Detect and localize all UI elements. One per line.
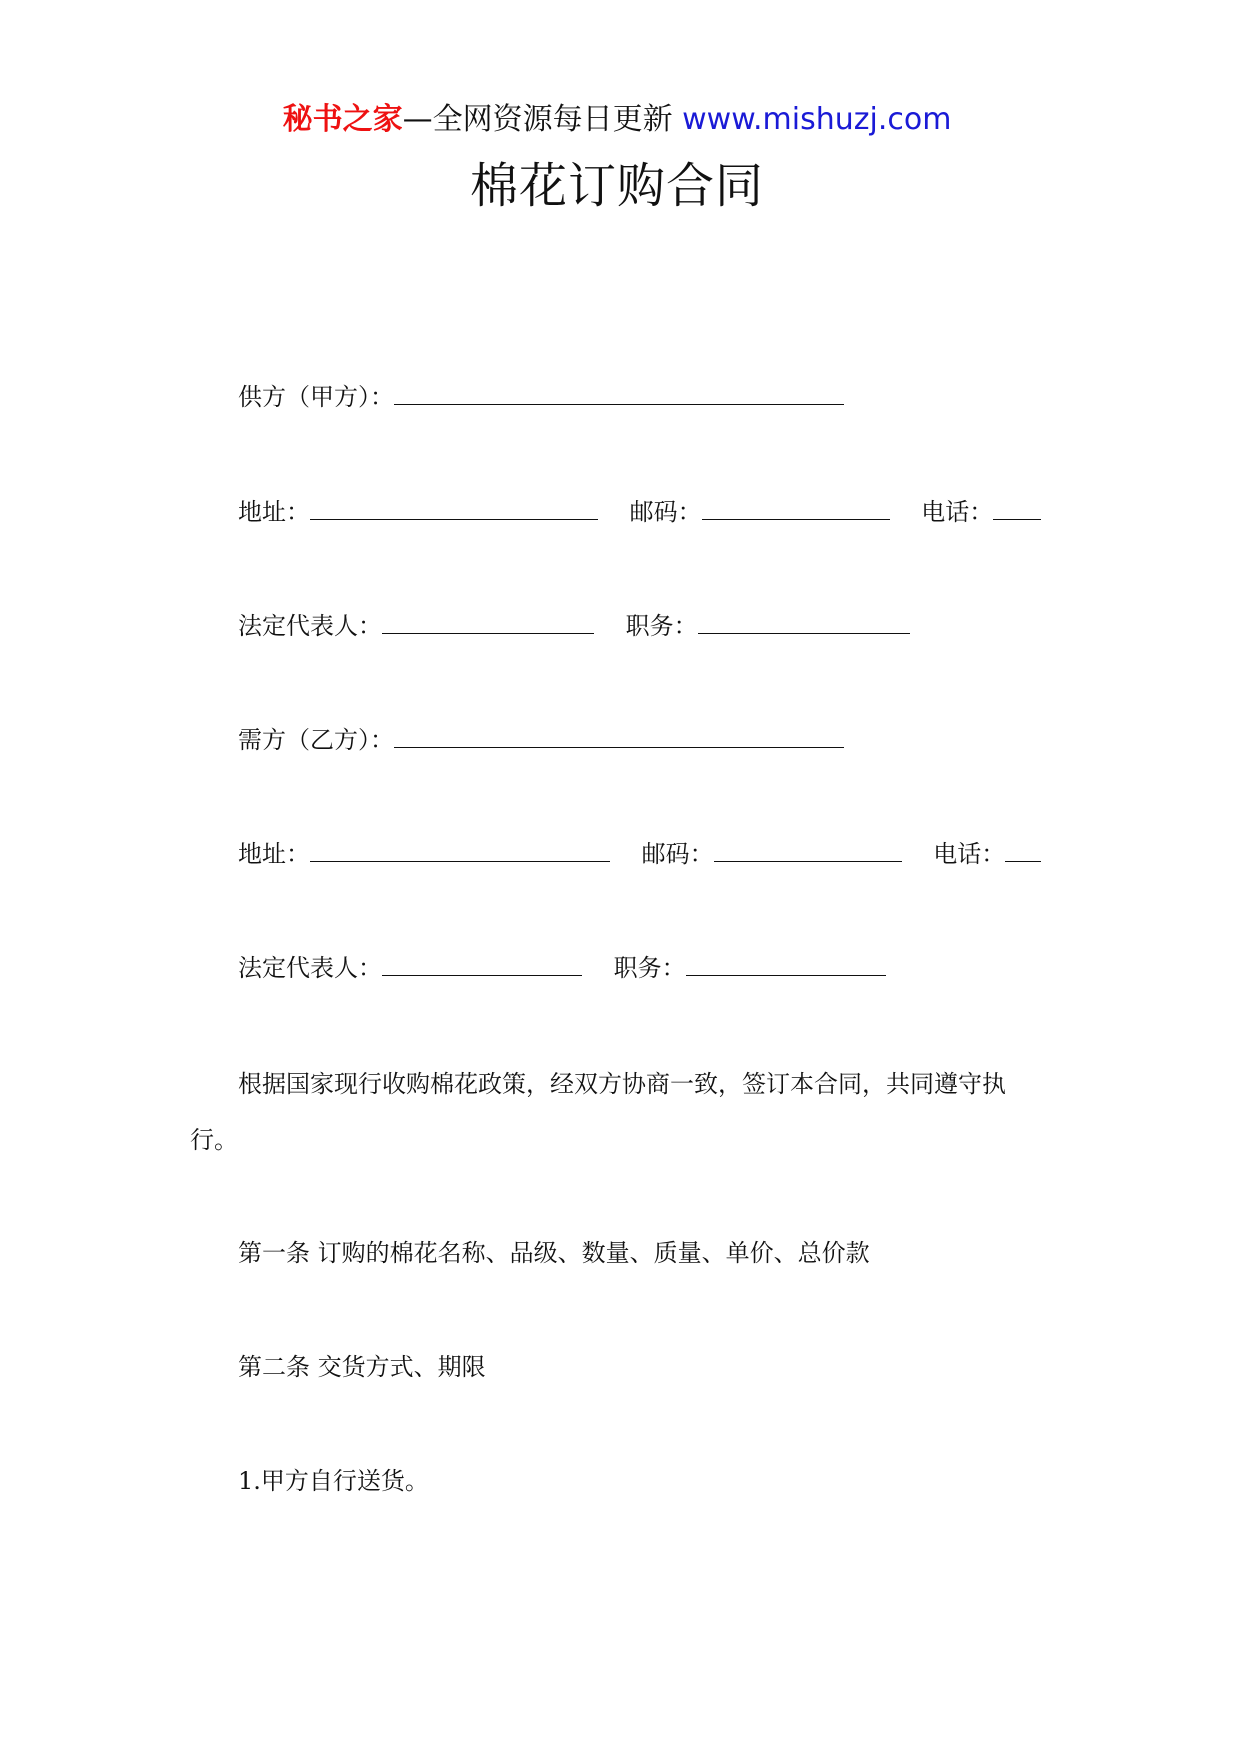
party-b-label: 需方（乙方）： xyxy=(238,726,394,754)
party-b-postcode-blank xyxy=(714,837,902,862)
party-a-line xyxy=(238,380,844,414)
party-b-address-blank xyxy=(310,837,610,862)
party-b-postcode-label: 邮码： xyxy=(641,840,714,868)
article-2-item-1: 1.甲方自行送货。 xyxy=(238,1467,429,1495)
party-b-position-blank xyxy=(686,951,886,976)
party-b-phone-blank xyxy=(1005,837,1041,862)
party-a-rep-line xyxy=(238,609,910,643)
article-2-heading: 第二条 交货方式、期限 xyxy=(238,1353,486,1381)
intro-paragraph: 根据国家现行收购棉花政策，经双方协商一致，签订本合同，共同遵守执行。 xyxy=(190,1070,1006,1154)
party-b-phone-label: 电话： xyxy=(933,840,1006,868)
party-a-phone-label: 电话： xyxy=(921,498,994,526)
article-1-heading: 第一条 订购的棉花名称、品级、数量、质量、单价、总价款 xyxy=(238,1239,870,1267)
party-a-postcode-label: 邮码： xyxy=(629,498,702,526)
party-a-position-blank xyxy=(698,609,910,634)
party-a-address-label: 地址： xyxy=(238,498,310,526)
party-a-address-blank xyxy=(310,495,598,520)
party-b-contact-line xyxy=(238,837,1041,871)
site-header xyxy=(0,100,1234,140)
party-a-name-blank xyxy=(394,380,844,405)
party-a-label: 供方（甲方）： xyxy=(238,383,394,411)
brand-name: 秘书之家 xyxy=(282,102,403,137)
party-b-position-label: 职务： xyxy=(613,954,686,982)
party-b-rep-line xyxy=(238,951,886,985)
party-a-phone-blank xyxy=(993,495,1041,520)
party-b-rep-blank xyxy=(382,951,582,976)
website-link[interactable]: www.mishuzj.com xyxy=(682,102,952,137)
document-title: 棉花订购合同 xyxy=(469,158,764,214)
party-b-rep-label: 法定代表人： xyxy=(238,954,382,982)
party-b-address-label: 地址： xyxy=(238,840,310,868)
party-a-postcode-blank xyxy=(702,495,890,520)
party-a-position-label: 职务： xyxy=(625,612,698,640)
party-a-rep-blank xyxy=(382,609,594,634)
party-a-contact-line xyxy=(238,495,1041,529)
party-b-name-blank xyxy=(394,723,844,748)
party-a-rep-label: 法定代表人： xyxy=(238,612,382,640)
header-slogan: —全网资源每日更新 xyxy=(402,102,673,137)
party-b-line xyxy=(238,723,844,757)
